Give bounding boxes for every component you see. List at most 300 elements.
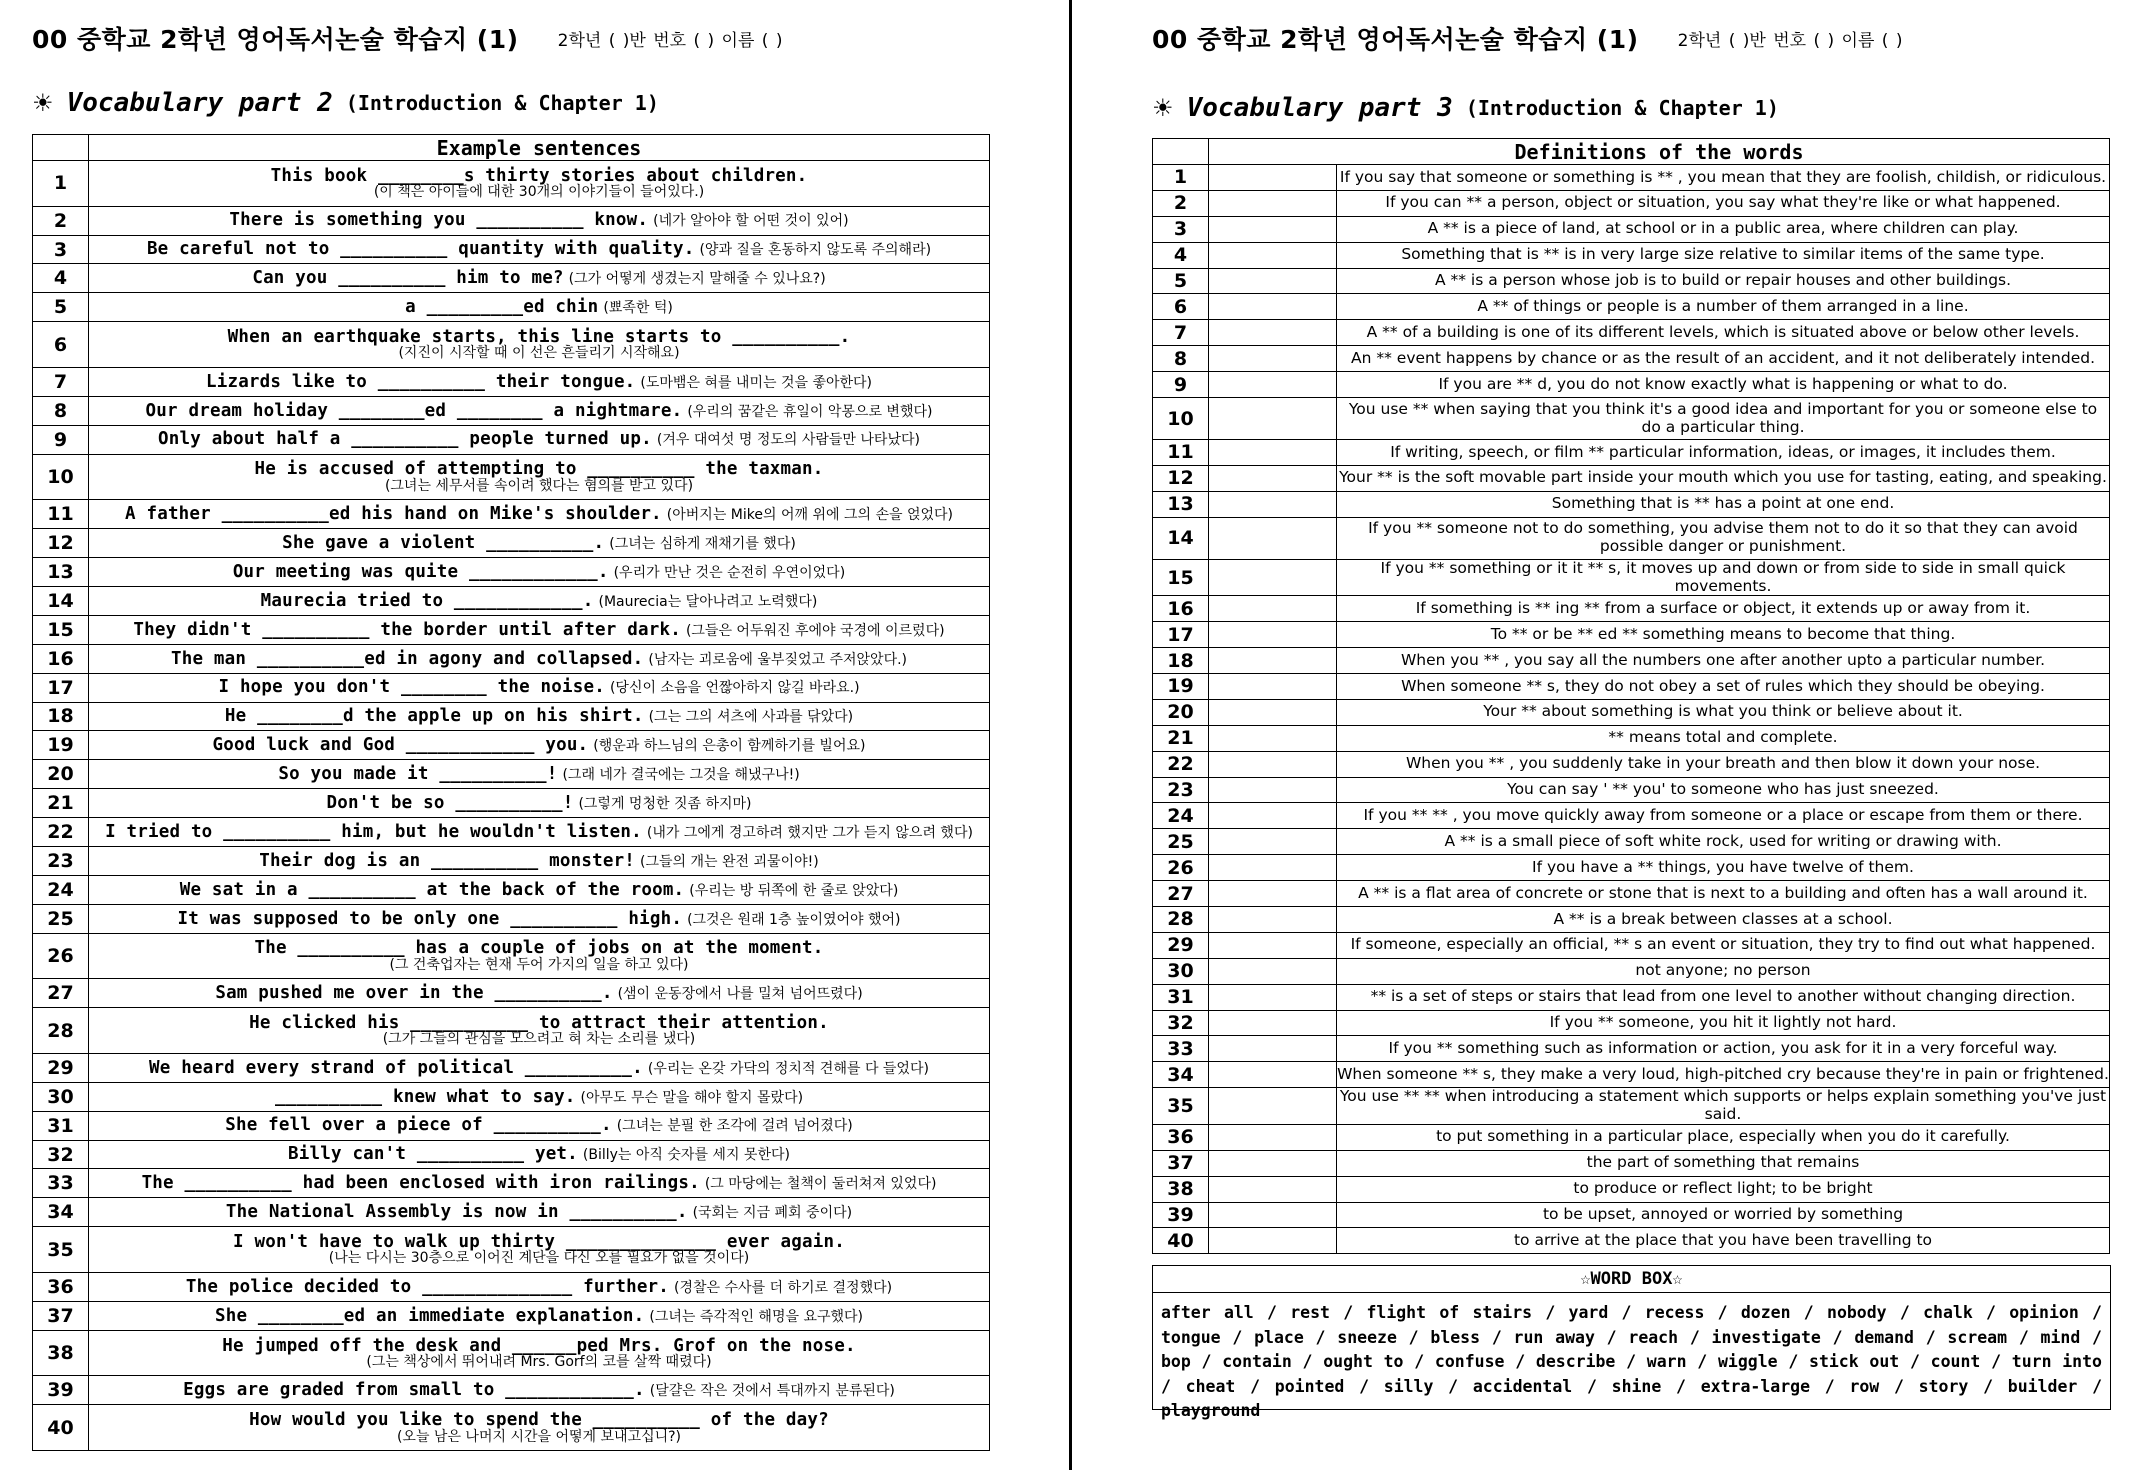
table-row	[1153, 1176, 2110, 1202]
answer-cell[interactable]	[1209, 725, 1337, 751]
example-sentence	[89, 396, 990, 425]
sentence-korean: (내가 그에게 경고하려 했지만 그가 듣지 않으려 했다)	[646, 824, 973, 841]
row-number: 38	[1153, 1176, 1209, 1202]
definition: A ** of a building is one of its different levels, which is situated above or below other levels.	[1337, 320, 2110, 346]
sentence-korean: (그래 네가 결국에는 그것을 해냈구나!)	[562, 767, 800, 784]
table-row	[33, 1227, 990, 1273]
definition: If you ** ** , you move quickly away from someone or a place or escape from them or there.	[1337, 803, 2110, 829]
section-subtitle: (Introduction & Chapter 1)	[1465, 96, 1779, 120]
table-row	[33, 789, 990, 818]
answer-cell[interactable]	[1209, 559, 1337, 596]
table-row	[1153, 1150, 2110, 1176]
answer-cell[interactable]	[1209, 320, 1337, 346]
sentence-korean: (겨우 대여섯 명 정도의 사람들만 나타났다)	[656, 432, 920, 449]
table-row	[1153, 725, 2110, 751]
header-number-cell	[33, 135, 89, 161]
table-row	[33, 264, 990, 293]
answer-cell[interactable]	[1209, 1088, 1337, 1125]
table-row	[1153, 1124, 2110, 1150]
definition: If you have a ** things, you have twelve of them.	[1337, 855, 2110, 881]
sentence-english: Sam pushed me over in the __________.	[215, 983, 613, 1004]
table-row	[33, 615, 990, 644]
row-number: 18	[33, 702, 89, 731]
table-row	[1153, 1036, 2110, 1062]
table-row	[1153, 372, 2110, 398]
row-number: 30	[33, 1082, 89, 1111]
sentence-english: Only about half a __________ people turned up.	[158, 429, 652, 450]
table-header-row	[1153, 139, 2110, 165]
sentence-english: Lizards like to __________ their tongue.	[205, 371, 636, 392]
sentence-korean: (그가 그들의 관심을 모으려고 혀 차는 소리를 냈다)	[382, 1031, 696, 1048]
example-sentence	[89, 206, 990, 235]
answer-cell[interactable]	[1209, 881, 1337, 907]
answer-cell[interactable]	[1209, 673, 1337, 699]
answer-cell[interactable]	[1209, 1124, 1337, 1150]
definition: A ** is a piece of land, at school or in a public area, where children can play.	[1337, 216, 2110, 242]
example-sentence	[89, 615, 990, 644]
example-sentence	[89, 558, 990, 587]
sentence-korean: (당신이 소음을 언짢아하지 않길 바라요.)	[609, 680, 860, 697]
row-number: 24	[1153, 803, 1209, 829]
example-sentence	[89, 322, 990, 368]
table-row	[1153, 855, 2110, 881]
answer-cell[interactable]	[1209, 1010, 1337, 1036]
table-row	[33, 425, 990, 454]
table-row	[33, 818, 990, 847]
definition: If someone, especially an official, ** s an event or situation, they try to find out what happened.	[1337, 932, 2110, 958]
student-info: 2학년 ( )반 번호 ( ) 이름 ( )	[1677, 30, 1903, 51]
row-number: 31	[1153, 984, 1209, 1010]
sentence-english: The man __________ed in agony and collapsed.	[170, 648, 644, 669]
answer-cell[interactable]	[1209, 268, 1337, 294]
row-number: 17	[33, 673, 89, 702]
answer-cell[interactable]	[1209, 829, 1337, 855]
row-number: 20	[33, 760, 89, 789]
row-number: 38	[33, 1330, 89, 1376]
example-sentence	[89, 367, 990, 396]
section-title: Vocabulary part 2	[66, 88, 333, 118]
example-sentence	[89, 979, 990, 1008]
sentence-korean: (그녀는 세무서를 속이려 했다는 혐의를 받고 있다)	[384, 477, 694, 494]
row-number: 15	[33, 615, 89, 644]
definition: Your ** is the soft movable part inside your mouth which you use for tasting, eating, and speaking.	[1337, 465, 2110, 491]
row-number: 29	[1153, 932, 1209, 958]
answer-cell[interactable]	[1209, 622, 1337, 648]
sentence-english: So you made it __________!	[278, 764, 558, 785]
definition: ** means total and complete.	[1337, 725, 2110, 751]
example-sentence	[89, 789, 990, 818]
example-sentence	[89, 1008, 990, 1054]
definition: Your ** about something is what you think or believe about it.	[1337, 699, 2110, 725]
row-number: 21	[1153, 725, 1209, 751]
sentence-korean: (그들은 어두워진 후에야 국경에 이르렀다)	[685, 622, 945, 639]
example-sentence	[89, 264, 990, 293]
answer-cell[interactable]	[1209, 242, 1337, 268]
row-number: 16	[33, 644, 89, 673]
row-number: 21	[33, 789, 89, 818]
answer-cell[interactable]	[1209, 958, 1337, 984]
example-sentence	[89, 293, 990, 322]
section-subtitle: (Introduction & Chapter 1)	[345, 91, 659, 115]
row-number: 1	[1153, 165, 1209, 191]
table-header: Example sentences	[89, 135, 990, 161]
sentence-english: Eggs are graded from small to ____________.	[183, 1380, 645, 1401]
definition: You use ** when saying that you think it's a good idea and important for you or someone else to do a particular thing.	[1337, 398, 2110, 440]
row-number: 7	[33, 367, 89, 396]
row-number: 28	[33, 1008, 89, 1054]
table-row	[1153, 803, 2110, 829]
answer-cell[interactable]	[1209, 398, 1337, 440]
answer-cell[interactable]	[1209, 440, 1337, 466]
example-sentence	[89, 1111, 990, 1140]
worksheet-title: 00 중학교 2학년 영어독서논술 학습지 (1)	[32, 25, 519, 54]
row-number: 14	[1153, 517, 1209, 559]
table-row	[1153, 491, 2110, 517]
sentence-english: __________ knew what to say.	[274, 1086, 576, 1107]
row-number: 35	[1153, 1088, 1209, 1125]
row-number: 4	[33, 264, 89, 293]
table-row	[1153, 1228, 2110, 1254]
row-number: 34	[1153, 1062, 1209, 1088]
sentence-english: Our dream holiday ________ed ________ a nightmare.	[145, 400, 683, 421]
answer-cell[interactable]	[1209, 1150, 1337, 1176]
table-row	[33, 760, 990, 789]
sentence-english: a _________ed chin	[405, 297, 599, 318]
sentence-english: She ________ed an immediate explanation.	[214, 1305, 645, 1326]
definition: Something that is ** has a point at one end.	[1337, 491, 2110, 517]
sentence-english: He is accused of attempting to __________ the taxman.	[254, 459, 824, 480]
table-row	[33, 1301, 990, 1330]
answer-cell[interactable]	[1209, 777, 1337, 803]
example-sentence	[89, 1376, 990, 1405]
table-row	[33, 161, 990, 207]
answer-cell[interactable]	[1209, 1062, 1337, 1088]
sentence-english: We sat in a __________ at the back of the room.	[179, 879, 685, 900]
row-number: 26	[33, 933, 89, 979]
sentence-korean: (경찰은 수사를 더 하기로 결정했다)	[674, 1279, 893, 1296]
row-number: 39	[33, 1376, 89, 1405]
worksheet-header	[32, 20, 992, 60]
table-row	[33, 367, 990, 396]
table-row	[1153, 751, 2110, 777]
table-row	[1153, 907, 2110, 933]
row-number: 1	[33, 161, 89, 207]
table-row	[1153, 216, 2110, 242]
sentence-korean: (그렇게 멍청한 짓좀 하지마)	[578, 795, 752, 812]
row-number: 26	[1153, 855, 1209, 881]
sentence-english: Maurecia tried to ____________.	[260, 590, 594, 611]
definition: A ** is a small piece of soft white rock, used for writing or drawing with.	[1337, 829, 2110, 855]
definition: A ** is a break between classes at a school.	[1337, 907, 2110, 933]
definition: If you say that someone or something is ** , you mean that they are foolish, childish, or ridiculous.	[1337, 165, 2110, 191]
table-row	[33, 1405, 990, 1451]
sentence-korean: (네가 알아야 할 어떤 것이 있어)	[653, 213, 849, 230]
table-row	[33, 500, 990, 529]
sentence-english: I won't have to walk up thirty ______________ ever again.	[233, 1232, 845, 1253]
sentence-korean: (그는 책상에서 뛰어내려 Mrs. Gorf의 코를 살짝 때렸다)	[366, 1353, 712, 1370]
definitions-table	[1152, 138, 2110, 1254]
row-number: 16	[1153, 596, 1209, 622]
definition: When someone ** s, they make a very loud, high-pitched cry because they're in pain or frightened.	[1337, 1062, 2110, 1088]
row-number: 7	[1153, 320, 1209, 346]
sentence-korean: (우리는 온갖 가닥의 정치적 견해를 다 들었다)	[647, 1060, 929, 1077]
table-row	[1153, 346, 2110, 372]
row-number: 27	[33, 979, 89, 1008]
row-number: 9	[1153, 372, 1209, 398]
table-row	[33, 1111, 990, 1140]
section-title: Vocabulary part 3	[1186, 93, 1453, 123]
table-row	[33, 586, 990, 615]
sentence-korean: (Billy는 아직 숫자를 세지 못한다)	[582, 1147, 790, 1164]
example-sentence	[89, 933, 990, 979]
table-row	[33, 454, 990, 500]
sentence-korean: (우리의 꿈같은 휴일이 악몽으로 변했다)	[687, 403, 933, 420]
table-row	[33, 1376, 990, 1405]
row-number: 13	[1153, 491, 1209, 517]
header-number-cell	[1153, 139, 1209, 165]
table-row	[1153, 440, 2110, 466]
example-sentence	[89, 1169, 990, 1198]
sentence-english: The police decided to ______________ further.	[185, 1276, 670, 1297]
sentence-korean: (뾰족한 턱)	[603, 300, 673, 317]
row-number: 5	[1153, 268, 1209, 294]
definition: If you are ** d, you do not know exactly what is happening or what to do.	[1337, 372, 2110, 398]
sentence-korean: (남자는 괴로움에 울부짖었고 주저앉았다.)	[648, 651, 908, 668]
example-sentence	[89, 529, 990, 558]
definition: When you ** , you say all the numbers one after another upto a particular number.	[1337, 648, 2110, 674]
row-number: 37	[33, 1301, 89, 1330]
sentence-english: When an earthquake starts, this line starts to __________.	[227, 327, 851, 348]
answer-cell[interactable]	[1209, 294, 1337, 320]
row-number: 18	[1153, 648, 1209, 674]
definition: If you ** someone not to do something, you advise them not to do it so that they can avoid possible danger or punishment.	[1337, 517, 2110, 559]
definition: the part of something that remains	[1337, 1150, 2110, 1176]
answer-cell[interactable]	[1209, 932, 1337, 958]
answer-cell[interactable]	[1209, 984, 1337, 1010]
definition: When you ** , you suddenly take in your breath and then blow it down your nose.	[1337, 751, 2110, 777]
sentence-english: The National Assembly is now in __________.	[225, 1202, 688, 1223]
table-row	[33, 731, 990, 760]
example-sentences-table	[32, 134, 990, 1451]
row-number: 31	[33, 1111, 89, 1140]
sentence-english: She fell over a piece of __________.	[225, 1115, 612, 1136]
row-number: 14	[33, 586, 89, 615]
sentence-korean: (양과 질을 혼동하지 않도록 주의해라)	[699, 242, 932, 259]
table-row	[1153, 622, 2110, 648]
row-number: 23	[1153, 777, 1209, 803]
row-number: 13	[33, 558, 89, 587]
row-number: 40	[33, 1405, 89, 1451]
answer-cell[interactable]	[1209, 596, 1337, 622]
table-row	[33, 322, 990, 368]
sentence-english: It was supposed to be only one __________ high.	[177, 908, 683, 929]
row-number: 2	[33, 206, 89, 235]
table-row	[33, 1008, 990, 1054]
definition: To ** or be ** ed ** something means to become that thing.	[1337, 622, 2110, 648]
definition: ** is a set of steps or stairs that lead from one level to another without changing direction.	[1337, 984, 2110, 1010]
table-row	[33, 396, 990, 425]
sentence-korean: (그녀는 심하게 재채기를 했다)	[609, 535, 796, 552]
row-number: 11	[33, 500, 89, 529]
answer-cell[interactable]	[1209, 699, 1337, 725]
example-sentence	[89, 904, 990, 933]
answer-cell[interactable]	[1209, 803, 1337, 829]
word-box-title: ☆WORD BOX☆	[1153, 1266, 2110, 1293]
row-number: 33	[1153, 1036, 1209, 1062]
answer-cell[interactable]	[1209, 648, 1337, 674]
table-header-row	[33, 135, 990, 161]
answer-cell[interactable]	[1209, 517, 1337, 559]
definition: An ** event happens by chance or as the result of an accident, and it not deliberately intended.	[1337, 346, 2110, 372]
table-row	[1153, 465, 2110, 491]
sentence-korean: (그 마당에는 철책이 둘러쳐져 있었다)	[704, 1176, 937, 1193]
example-sentence	[89, 1227, 990, 1273]
table-row	[1153, 958, 2110, 984]
table-row	[1153, 673, 2110, 699]
sentence-korean: (그는 그의 셔츠에 사과를 닦았다)	[648, 709, 854, 726]
sentence-korean: (국회는 지금 폐회 중이다)	[692, 1205, 853, 1222]
definition: When someone ** s, they do not obey a set of rules which they should be obeying.	[1337, 673, 2110, 699]
answer-cell[interactable]	[1209, 855, 1337, 881]
definition: You use ** ** when introducing a statement which supports or helps explain something you've just said.	[1337, 1088, 2110, 1125]
row-number: 3	[1153, 216, 1209, 242]
answer-cell[interactable]	[1209, 1176, 1337, 1202]
definition: to put something in a particular place, especially when you do it carefully.	[1337, 1124, 2110, 1150]
definition: to arrive at the place that you have been travelling to	[1337, 1228, 2110, 1254]
section-heading	[1152, 93, 1779, 133]
worksheet-header-right	[1152, 20, 2112, 60]
answer-cell[interactable]	[1209, 465, 1337, 491]
table-row	[1153, 881, 2110, 907]
example-sentence	[89, 1301, 990, 1330]
table-row	[1153, 648, 2110, 674]
table-row	[1153, 294, 2110, 320]
example-sentence	[89, 235, 990, 264]
row-number: 8	[33, 396, 89, 425]
example-sentence	[89, 875, 990, 904]
sentence-english: Be careful not to __________ quantity with quality.	[146, 239, 695, 260]
table-row	[1153, 1202, 2110, 1228]
example-sentence	[89, 846, 990, 875]
example-sentence	[89, 161, 990, 207]
table-row	[1153, 190, 2110, 216]
answer-cell[interactable]	[1209, 751, 1337, 777]
row-number: 39	[1153, 1202, 1209, 1228]
table-row	[1153, 1062, 2110, 1088]
example-sentence	[89, 702, 990, 731]
row-number: 12	[1153, 465, 1209, 491]
table-row	[33, 1272, 990, 1301]
answer-cell[interactable]	[1209, 1202, 1337, 1228]
row-number: 32	[1153, 1010, 1209, 1036]
sentence-korean: (그들의 개는 완전 괴물이야!)	[640, 853, 819, 870]
answer-cell[interactable]	[1209, 165, 1337, 191]
row-number: 32	[33, 1140, 89, 1169]
sentence-english: This book ________s thirty stories about children.	[270, 165, 808, 186]
sentence-english: Our meeting was quite ____________.	[232, 561, 609, 582]
table-row	[1153, 1088, 2110, 1125]
sentence-korean: (그 건축업자는 현재 두어 가지의 일을 하고 있다)	[389, 956, 689, 973]
table-row	[33, 933, 990, 979]
answer-cell[interactable]	[1209, 1036, 1337, 1062]
sentence-korean: (이 책은 아이들에 대한 30개의 이야기들이 들어있다.)	[373, 184, 705, 201]
sentence-korean: (그녀는 분필 한 조각에 걸려 넘어졌다)	[616, 1118, 853, 1135]
table-row	[1153, 517, 2110, 559]
row-number: 10	[33, 454, 89, 500]
sentence-korean: (지진이 시작할 때 이 선은 흔들리기 시작해요)	[398, 345, 680, 362]
example-sentence	[89, 1330, 990, 1376]
row-number: 36	[33, 1272, 89, 1301]
sun-icon: ☀	[1152, 94, 1174, 122]
row-number: 6	[1153, 294, 1209, 320]
definition: A ** of things or people is a number of them arranged in a line.	[1337, 294, 2110, 320]
row-number: 35	[33, 1227, 89, 1273]
definition: If you ** something or it it ** s, it moves up and down or from side to side in small quick movements.	[1337, 559, 2110, 596]
answer-cell[interactable]	[1209, 346, 1337, 372]
definition: A ** is a person whose job is to build or repair houses and other buildings.	[1337, 268, 2110, 294]
worksheet-title: 00 중학교 2학년 영어독서논술 학습지 (1)	[1152, 25, 1639, 54]
row-number: 24	[33, 875, 89, 904]
sentence-korean: (그가 어떻게 생겼는지 말해줄 수 있나요?)	[568, 271, 826, 288]
row-number: 12	[33, 529, 89, 558]
row-number: 17	[1153, 622, 1209, 648]
sentence-korean: (그것은 원래 1층 높이였어야 했어)	[687, 911, 901, 928]
row-number: 19	[33, 731, 89, 760]
table-row	[33, 1198, 990, 1227]
answer-cell[interactable]	[1209, 491, 1337, 517]
table-row	[1153, 320, 2110, 346]
table-row	[33, 1330, 990, 1376]
table-row	[1153, 596, 2110, 622]
sentence-korean: (행운과 하느님의 은총이 함께하기를 빌어요)	[593, 738, 866, 755]
table-row	[33, 529, 990, 558]
row-number: 15	[1153, 559, 1209, 596]
example-sentence	[89, 644, 990, 673]
table-row	[1153, 984, 2110, 1010]
answer-cell[interactable]	[1209, 190, 1337, 216]
table-row	[1153, 242, 2110, 268]
answer-cell[interactable]	[1209, 372, 1337, 398]
sentence-korean: (아무도 무슨 말을 해야 할지 몰랐다)	[580, 1089, 804, 1106]
sentence-english: Good luck and God ____________ you.	[212, 735, 589, 756]
sentence-english: A father __________ed his hand on Mike's shoulder.	[125, 504, 662, 525]
answer-cell[interactable]	[1209, 1228, 1337, 1254]
word-box	[1152, 1265, 2111, 1420]
section-heading	[32, 88, 659, 128]
row-number: 11	[1153, 440, 1209, 466]
table-row	[1153, 398, 2110, 440]
row-number: 10	[1153, 398, 1209, 440]
example-sentence	[89, 760, 990, 789]
example-sentence	[89, 1082, 990, 1111]
row-number: 30	[1153, 958, 1209, 984]
definition: If you can ** a person, object or situation, you say what they're like or what happened.	[1337, 190, 2110, 216]
example-sentence	[89, 1140, 990, 1169]
row-number: 5	[33, 293, 89, 322]
sentence-korean: (오늘 남은 나머지 시간을 어떻게 보내고십니?)	[396, 1428, 682, 1445]
table-row	[1153, 268, 2110, 294]
answer-cell[interactable]	[1209, 216, 1337, 242]
sentence-english: How would you like to spend the __________ of the day?	[249, 1410, 829, 1431]
row-number: 33	[33, 1169, 89, 1198]
sentence-english: There is something you __________ know.	[229, 210, 649, 231]
answer-cell[interactable]	[1209, 907, 1337, 933]
sentence-english: He clicked his ___________ to attract their attention.	[249, 1013, 829, 1034]
example-sentence	[89, 1405, 990, 1451]
row-number: 23	[33, 846, 89, 875]
sentence-english: He jumped off the desk and ______ped Mrs. Grof on the nose.	[222, 1335, 856, 1356]
definition: to be upset, annoyed or worried by something	[1337, 1202, 2110, 1228]
